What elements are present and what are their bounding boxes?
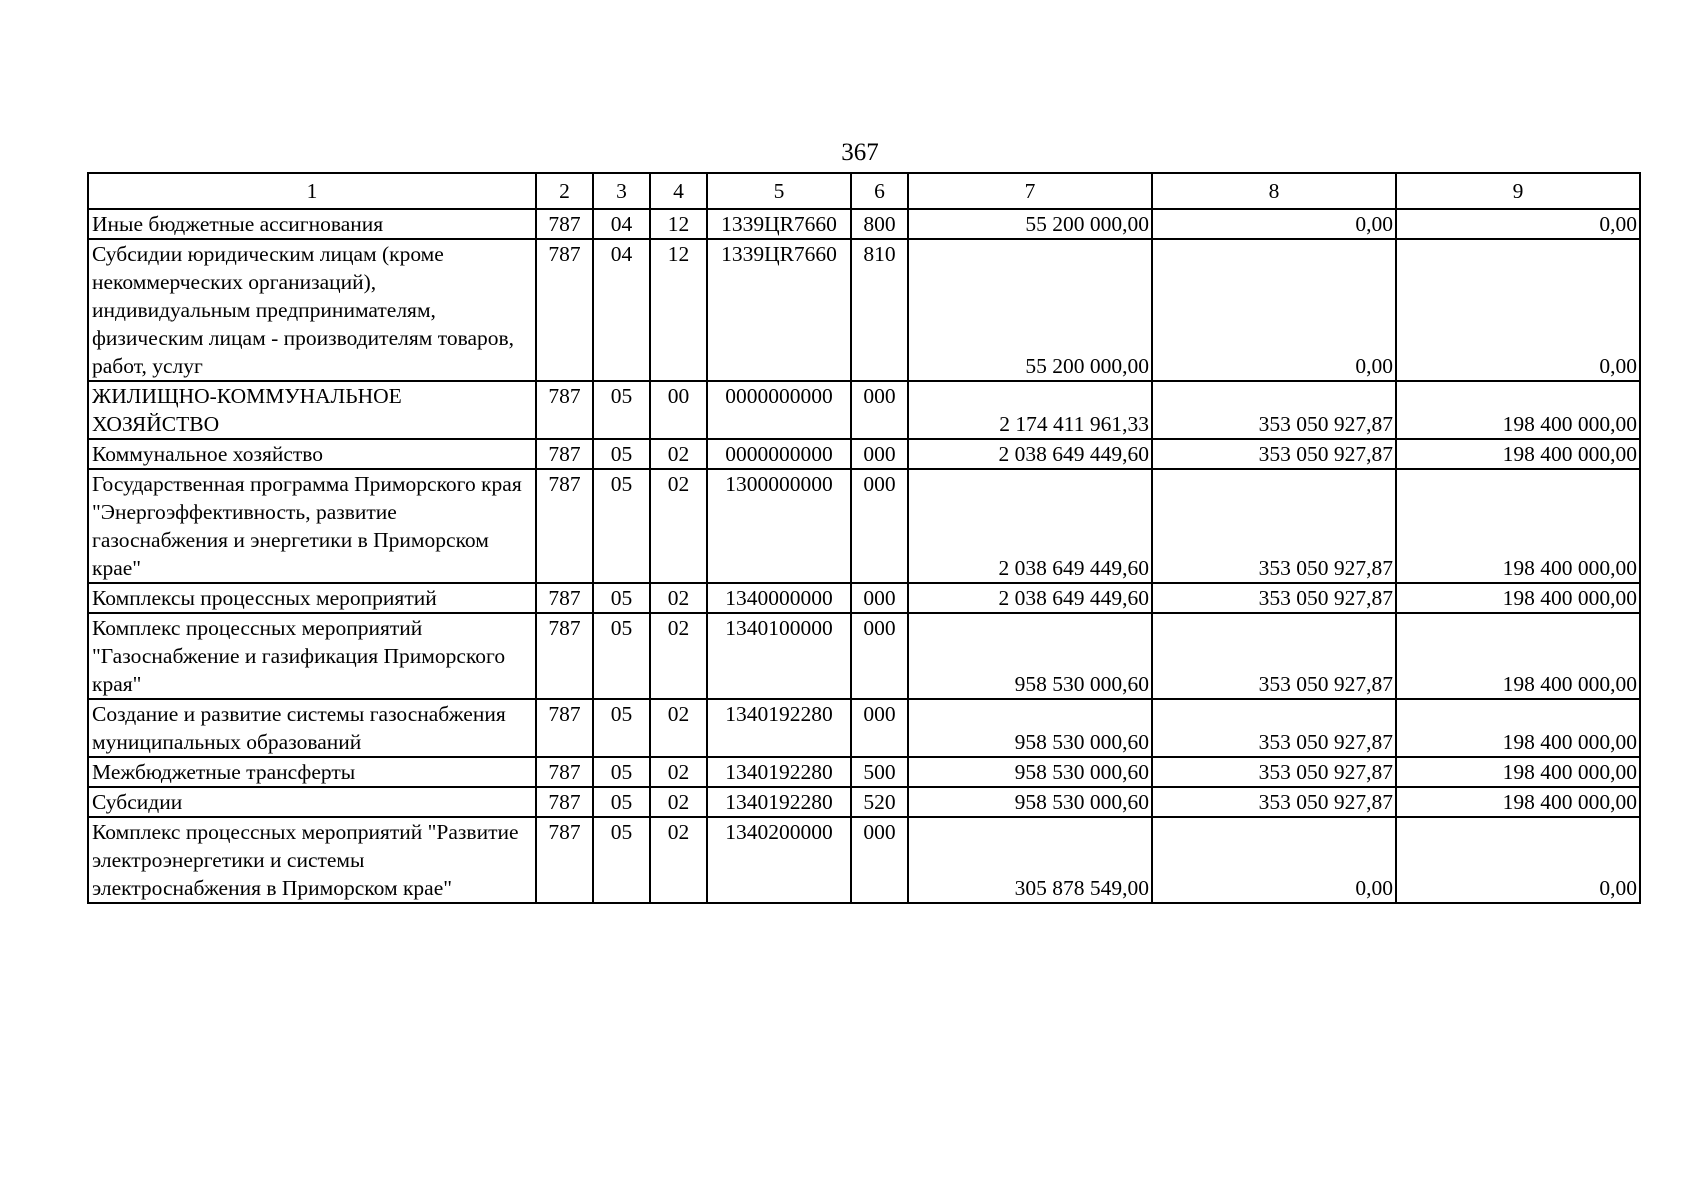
page-number: 367	[841, 139, 879, 166]
subsection-code: 12	[650, 239, 707, 381]
amount-col-8: 353 050 927,87	[1152, 381, 1396, 439]
section-code: 05	[593, 613, 650, 699]
expense-type-code: 810	[851, 239, 908, 381]
amount-col-9: 0,00	[1396, 817, 1640, 903]
ved-code: 787	[536, 817, 593, 903]
section-code: 04	[593, 239, 650, 381]
budget-table	[87, 172, 1641, 904]
column-number-row	[88, 173, 1640, 209]
section-code: 05	[593, 439, 650, 469]
target-article-code: 1340000000	[707, 583, 851, 613]
row-name: Коммунальное хозяйство	[88, 439, 536, 469]
subsection-code: 00	[650, 381, 707, 439]
amount-col-7: 55 200 000,00	[908, 209, 1152, 239]
ved-code: 787	[536, 239, 593, 381]
amount-col-8: 0,00	[1152, 817, 1396, 903]
budget-table-body	[88, 173, 1640, 903]
subsection-code: 02	[650, 787, 707, 817]
row-name: Субсидии юридическим лицам (кроме некоммерческих организаций), индивидуальным предпринимателям, физическим лицам - производителям товаров, работ, услуг	[88, 239, 536, 381]
table-row	[88, 239, 1640, 381]
amount-col-9: 0,00	[1396, 209, 1640, 239]
amount-col-7: 305 878 549,00	[908, 817, 1152, 903]
expense-type-code: 800	[851, 209, 908, 239]
row-name: Создание и развитие системы газоснабжения муниципальных образований	[88, 699, 536, 757]
amount-col-7: 958 530 000,60	[908, 613, 1152, 699]
ved-code: 787	[536, 757, 593, 787]
subsection-code: 02	[650, 439, 707, 469]
ved-code: 787	[536, 699, 593, 757]
table-row	[88, 209, 1640, 239]
table-row	[88, 699, 1640, 757]
amount-col-9: 198 400 000,00	[1396, 469, 1640, 583]
row-name: Межбюджетные трансферты	[88, 757, 536, 787]
table-row	[88, 613, 1640, 699]
table-row	[88, 817, 1640, 903]
section-code: 05	[593, 757, 650, 787]
amount-col-7: 2 038 649 449,60	[908, 439, 1152, 469]
expense-type-code: 000	[851, 469, 908, 583]
row-name: Комплекс процессных мероприятий "Газоснабжение и газификация Приморского края"	[88, 613, 536, 699]
amount-col-8: 0,00	[1152, 209, 1396, 239]
target-article-code: 1340192280	[707, 757, 851, 787]
column-number: 9	[1396, 173, 1640, 209]
amount-col-8: 0,00	[1152, 239, 1396, 381]
ved-code: 787	[536, 787, 593, 817]
amount-col-9: 198 400 000,00	[1396, 613, 1640, 699]
column-number: 8	[1152, 173, 1396, 209]
expense-type-code: 000	[851, 699, 908, 757]
amount-col-9: 198 400 000,00	[1396, 381, 1640, 439]
ved-code: 787	[536, 613, 593, 699]
amount-col-9: 198 400 000,00	[1396, 439, 1640, 469]
amount-col-9: 198 400 000,00	[1396, 757, 1640, 787]
ved-code: 787	[536, 439, 593, 469]
target-article-code: 1340192280	[707, 699, 851, 757]
target-article-code: 1339ЦR7660	[707, 209, 851, 239]
amount-col-8: 353 050 927,87	[1152, 583, 1396, 613]
amount-col-7: 2 174 411 961,33	[908, 381, 1152, 439]
table-row	[88, 583, 1640, 613]
section-code: 05	[593, 469, 650, 583]
column-number: 6	[851, 173, 908, 209]
expense-type-code: 500	[851, 757, 908, 787]
target-article-code: 1300000000	[707, 469, 851, 583]
row-name: ЖИЛИЩНО-КОММУНАЛЬНОЕ ХОЗЯЙСТВО	[88, 381, 536, 439]
expense-type-code: 000	[851, 381, 908, 439]
table-row	[88, 757, 1640, 787]
row-name: Государственная программа Приморского края "Энергоэффективность, развитие газоснабжения и энергетики в Приморском крае"	[88, 469, 536, 583]
amount-col-7: 958 530 000,60	[908, 699, 1152, 757]
subsection-code: 02	[650, 469, 707, 583]
target-article-code: 0000000000	[707, 381, 851, 439]
table-row	[88, 469, 1640, 583]
amount-col-8: 353 050 927,87	[1152, 787, 1396, 817]
expense-type-code: 000	[851, 439, 908, 469]
amount-col-8: 353 050 927,87	[1152, 439, 1396, 469]
subsection-code: 02	[650, 817, 707, 903]
amount-col-9: 198 400 000,00	[1396, 583, 1640, 613]
section-code: 05	[593, 817, 650, 903]
target-article-code: 1339ЦR7660	[707, 239, 851, 381]
amount-col-7: 958 530 000,60	[908, 787, 1152, 817]
target-article-code: 1340200000	[707, 817, 851, 903]
column-number: 3	[593, 173, 650, 209]
ved-code: 787	[536, 583, 593, 613]
amount-col-8: 353 050 927,87	[1152, 469, 1396, 583]
amount-col-8: 353 050 927,87	[1152, 699, 1396, 757]
table-row	[88, 381, 1640, 439]
column-number: 4	[650, 173, 707, 209]
ved-code: 787	[536, 381, 593, 439]
expense-type-code: 520	[851, 787, 908, 817]
subsection-code: 02	[650, 583, 707, 613]
subsection-code: 12	[650, 209, 707, 239]
section-code: 04	[593, 209, 650, 239]
amount-col-8: 353 050 927,87	[1152, 757, 1396, 787]
row-name: Иные бюджетные ассигнования	[88, 209, 536, 239]
amount-col-9: 0,00	[1396, 239, 1640, 381]
amount-col-9: 198 400 000,00	[1396, 699, 1640, 757]
section-code: 05	[593, 583, 650, 613]
expense-type-code: 000	[851, 613, 908, 699]
amount-col-7: 55 200 000,00	[908, 239, 1152, 381]
column-number: 1	[88, 173, 536, 209]
row-name: Комплексы процессных мероприятий	[88, 583, 536, 613]
subsection-code: 02	[650, 613, 707, 699]
target-article-code: 1340192280	[707, 787, 851, 817]
section-code: 05	[593, 381, 650, 439]
column-number: 2	[536, 173, 593, 209]
table-row	[88, 439, 1640, 469]
target-article-code: 0000000000	[707, 439, 851, 469]
table-row	[88, 787, 1640, 817]
expense-type-code: 000	[851, 583, 908, 613]
subsection-code: 02	[650, 699, 707, 757]
ved-code: 787	[536, 469, 593, 583]
section-code: 05	[593, 787, 650, 817]
row-name: Субсидии	[88, 787, 536, 817]
expense-type-code: 000	[851, 817, 908, 903]
amount-col-8: 353 050 927,87	[1152, 613, 1396, 699]
amount-col-7: 2 038 649 449,60	[908, 583, 1152, 613]
amount-col-7: 2 038 649 449,60	[908, 469, 1152, 583]
row-name: Комплекс процессных мероприятий "Развитие электроэнергетики и системы электроснабжения в Приморском крае"	[88, 817, 536, 903]
section-code: 05	[593, 699, 650, 757]
amount-col-7: 958 530 000,60	[908, 757, 1152, 787]
ved-code: 787	[536, 209, 593, 239]
column-number: 5	[707, 173, 851, 209]
column-number: 7	[908, 173, 1152, 209]
target-article-code: 1340100000	[707, 613, 851, 699]
subsection-code: 02	[650, 757, 707, 787]
amount-col-9: 198 400 000,00	[1396, 787, 1640, 817]
